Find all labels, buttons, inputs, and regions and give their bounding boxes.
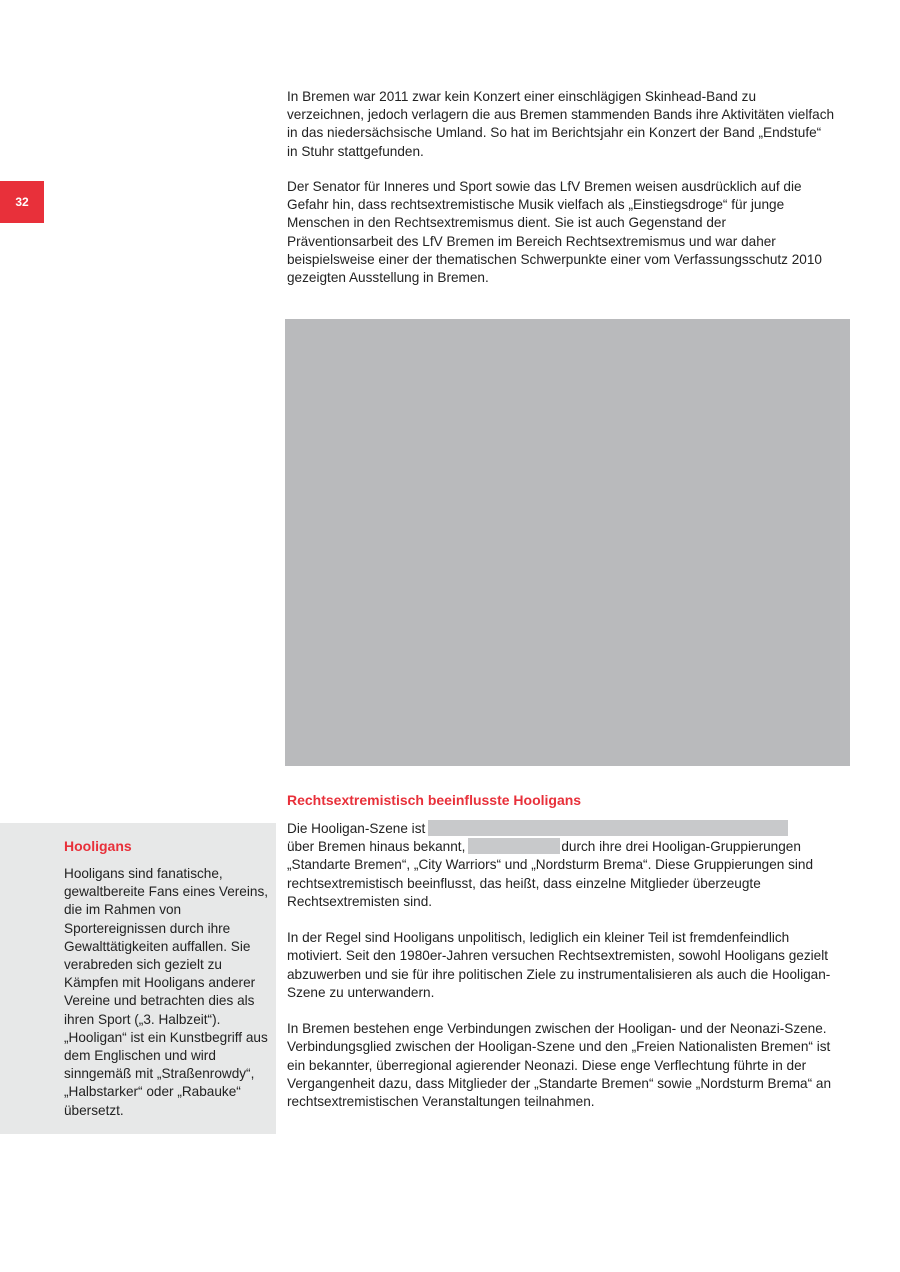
section-paragraph-2: In der Regel sind Hooligans unpolitisch, lediglich ein kleiner Teil ist fremdenfeindlich motiviert. Seit den 1980er-Jahren versuchen Rechtsextremisten, sowohl Hooligans gezielt abzuwerben und sie für ihre politischen Ziele zu instrumentalisieren als auch die Hooligan-Szene zu unterwandern. [287,930,831,1000]
section-paragraph-1-part2: über Bremen hinaus bekannt, [287,839,466,855]
section-body [287,820,835,1129]
redaction-block [468,838,560,854]
redacted-image [285,319,850,766]
section-paragraph-1-part3: durch ihre drei Hooligan-Gruppierungen „Standarte Bremen“, „City Warriors“ und „Nordsturm Brema“. Diese Gruppierungen sind rechtsextremistisch beeinflusst, das heißt, dass einzelne Mitglieder überzeugte Rechtsextremisten sind. [287,839,814,909]
page-number-tab: 32 [0,181,44,223]
sidebar-text: Hooligans sind fanatische, gewaltbereite Fans eines Vereins, die im Rahmen von Sportereignissen durch ihre Gewalttätigkeiten auffallen. Sie verabreden sich gezielt zu Kämpfen mit Hooligans anderer Vereine und betrachten dies als ihren Sport („3. Halbzeit“). „Hooligan“ ist ein Kunstbegriff aus dem Englischen und wird sinngemäß mit „Straßenrowdy“, „Halbstarker“ oder „Rabauke“ übersetzt. [64,866,269,1118]
redaction-block [428,820,788,836]
intro-paragraph-2 [287,178,835,287]
intro-paragraph-2-text: Der Senator für Inneres und Sport sowie das LfV Bremen weisen ausdrücklich auf die Gefahr hin, dass rechtsextremistische Musik vielfach als „Einstiegsdroge“ für junge Menschen in den Rechtsextremismus dient. Sie ist auch Gegenstand der Präventionsarbeit des LfV Bremen im Bereich Rechtsextremismus und war daher beispielsweise einer der thematischen Schwerpunkte einer vom Verfassungsschutz 2010 gezeigten Ausstellung in Bremen. [287,179,822,286]
intro-paragraph-1 [287,88,835,161]
section-paragraph-3: In Bremen bestehen enge Verbindungen zwischen der Hooligan- und der Neonazi-Szene. Verbindungsglied zwischen der Hooligan-Szene und den „Freien Nationalisten Bremen“ ist ein bekannter, überregional agierender Neonazi. Diese enge Verflechtung führte in der Vergangenheit dazu, dass Mitglieder der „Standarte Bremen“ sowie „Nordsturm Brema“ an rechtsextremistischen Veranstaltungen teilnahmen. [287,1021,832,1110]
sidebar-title: Hooligans [64,838,132,854]
intro-paragraph-1-text: In Bremen war 2011 zwar kein Konzert einer einschlägigen Skinhead-Band zu verzeichnen, jedoch verlagern die aus Bremen stammenden Bands ihre Aktivitäten vielfach in das niedersächsische Umland. So hat im Berichtsjahr ein Konzert der Band „Endstufe“ in Stuhr stattgefunden. [287,89,835,159]
section-paragraph-1-part1: Die Hooligan-Szene ist [287,821,426,836]
section-paragraph-1 [287,820,835,911]
section-heading: Rechtsextremistisch beeinflusste Hooligans [287,792,582,808]
